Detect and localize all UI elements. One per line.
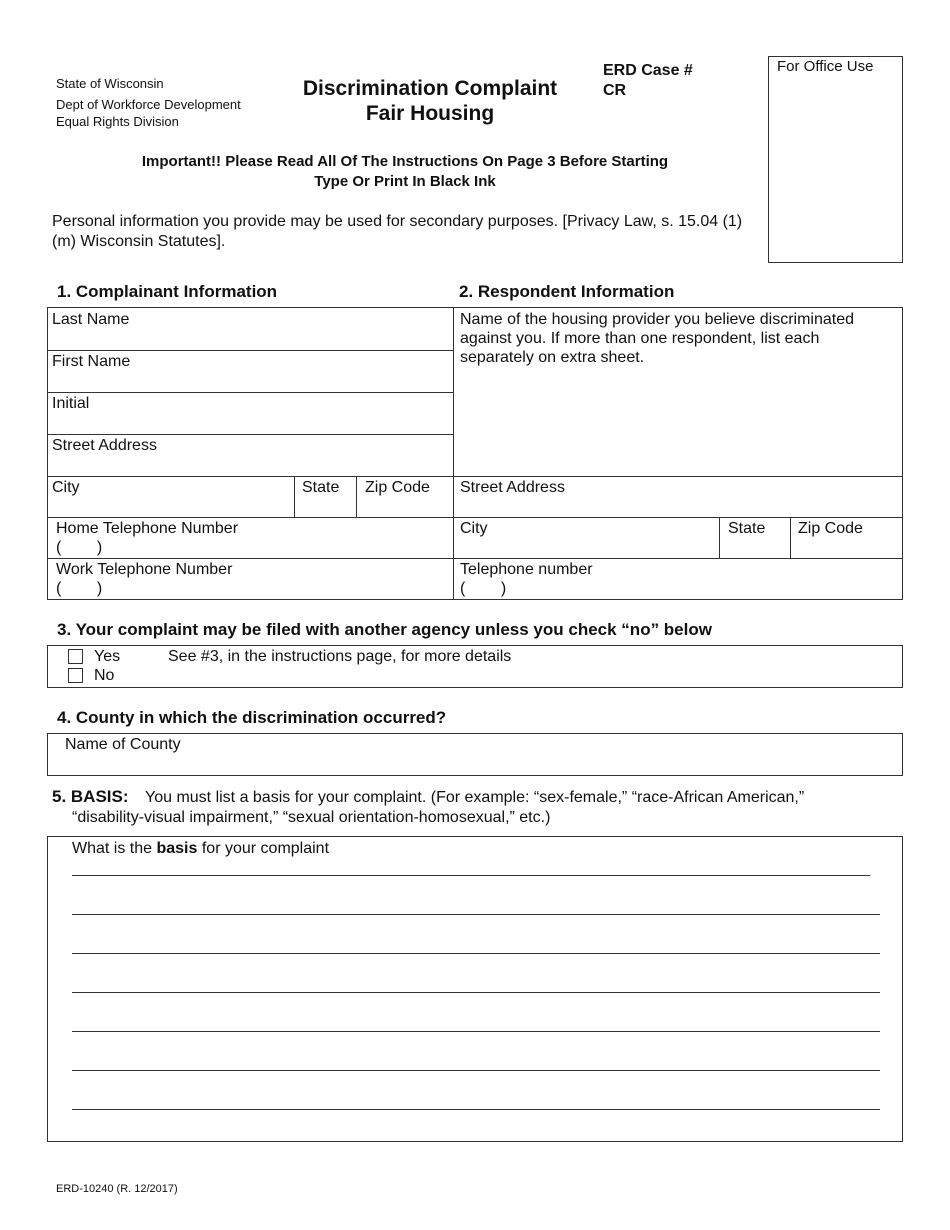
complainant-city-field[interactable]: [48, 476, 294, 517]
form-id: ERD-10240 (R. 12/2017): [56, 1183, 178, 1195]
basis-prompt-post: for your complaint: [197, 840, 330, 857]
respondent-city-label: City: [460, 520, 488, 537]
basis-write-line[interactable]: [72, 914, 880, 915]
home-phone-area-code: ( ): [56, 539, 103, 556]
basis-prompt-pre: What is the: [72, 840, 157, 857]
respondent-section-title: 2. Respondent Information: [459, 282, 675, 301]
basis-write-line[interactable]: [72, 875, 870, 876]
privacy-notice: Personal information you provide may be used for secondary purposes. [Privacy Law, s. 15.04 (1)(m) Wisconsin Statutes].: [52, 213, 743, 250]
home-phone-label: Home Telephone Number: [56, 520, 239, 537]
form-subtitle: Fair Housing: [365, 102, 495, 125]
last-name-label: Last Name: [52, 311, 130, 328]
respondent-street-field[interactable]: [456, 476, 903, 517]
work-phone-label: Work Telephone Number: [56, 561, 233, 578]
erd-case-label: ERD Case #: [603, 62, 693, 79]
county-field[interactable]: [47, 733, 903, 776]
erd-cr-label: CR: [603, 82, 627, 99]
agency-filing-box: [47, 645, 903, 688]
complainant-last-name-field[interactable]: [48, 308, 453, 350]
first-name-label: First Name: [52, 353, 131, 370]
yes-checkbox[interactable]: [68, 649, 83, 664]
complainant-state-field[interactable]: [298, 476, 356, 517]
complainant-first-name-field[interactable]: [48, 350, 453, 392]
county-label: Name of County: [65, 736, 181, 753]
work-phone-area-code: ( ): [56, 580, 103, 597]
basis-instruction-line2: “disability-visual impairment,” “sexual orientation-homosexual,” etc.): [72, 809, 551, 826]
no-label: No: [94, 667, 115, 684]
agency-filing-note: See #3, in the instructions page, for more details: [168, 648, 512, 665]
basis-write-line[interactable]: [72, 1070, 880, 1071]
respondent-zip-label: Zip Code: [798, 520, 863, 537]
basis-write-line[interactable]: [72, 1109, 880, 1110]
basis-instruction-line1: You must list a basis for your complaint. (For example: “sex-female,” “race-African American,”: [145, 789, 805, 806]
important-notice: Important!! Please Read All Of The Instructions On Page 3 Before Starting: [141, 153, 669, 170]
respondent-city-field[interactable]: [456, 517, 719, 558]
complainant-initial-field[interactable]: [48, 392, 453, 434]
complainant-section-title: 1. Complainant Information: [57, 282, 278, 301]
agency-filing-section-title: 3. Your complaint may be filed with another agency unless you check “no” below: [57, 620, 712, 639]
agency-state: State of Wisconsin: [56, 76, 164, 91]
basis-write-line[interactable]: [72, 1031, 880, 1032]
respondent-name-field[interactable]: [456, 308, 896, 476]
complainant-respondent-table: [47, 307, 903, 600]
zip-code-label: Zip Code: [365, 479, 430, 496]
street-address-label: Street Address: [52, 437, 157, 454]
basis-section-title: 5. BASIS:: [52, 787, 129, 806]
complainant-street-field[interactable]: [48, 434, 453, 476]
office-use-label: For Office Use: [777, 58, 874, 75]
state-label: State: [302, 479, 340, 496]
no-checkbox[interactable]: [68, 668, 83, 683]
respondent-name-instruction: Name of the housing provider you believe discriminated against you. If more than one respondent, list each separately on extra sheet.: [460, 311, 854, 366]
complainant-zip-field[interactable]: [361, 476, 453, 517]
ink-notice: Type Or Print In Black Ink: [314, 173, 496, 190]
basis-write-line[interactable]: [72, 953, 880, 954]
complainant-work-phone-field[interactable]: [52, 558, 453, 600]
respondent-state-label: State: [728, 520, 766, 537]
initial-label: Initial: [52, 395, 90, 412]
respondent-phone-area-code: ( ): [460, 580, 507, 597]
complainant-home-phone-field[interactable]: [52, 517, 453, 558]
basis-prompt: [72, 839, 329, 858]
agency-dept: Dept of Workforce Development: [56, 97, 241, 112]
yes-label: Yes: [94, 648, 121, 665]
respondent-street-label: Street Address: [460, 479, 565, 496]
form-title: Discrimination Complaint: [302, 77, 558, 100]
respondent-phone-field[interactable]: [456, 558, 903, 600]
city-label: City: [52, 479, 80, 496]
basis-box[interactable]: [47, 836, 903, 1142]
respondent-phone-label: Telephone number: [460, 561, 593, 578]
agency-division: Equal Rights Division: [56, 114, 179, 129]
respondent-zip-field[interactable]: [794, 517, 903, 558]
basis-write-line[interactable]: [72, 992, 880, 993]
basis-prompt-bold: basis: [156, 840, 198, 857]
county-section-title: 4. County in which the discrimination occurred?: [57, 708, 447, 727]
respondent-state-field[interactable]: [724, 517, 790, 558]
